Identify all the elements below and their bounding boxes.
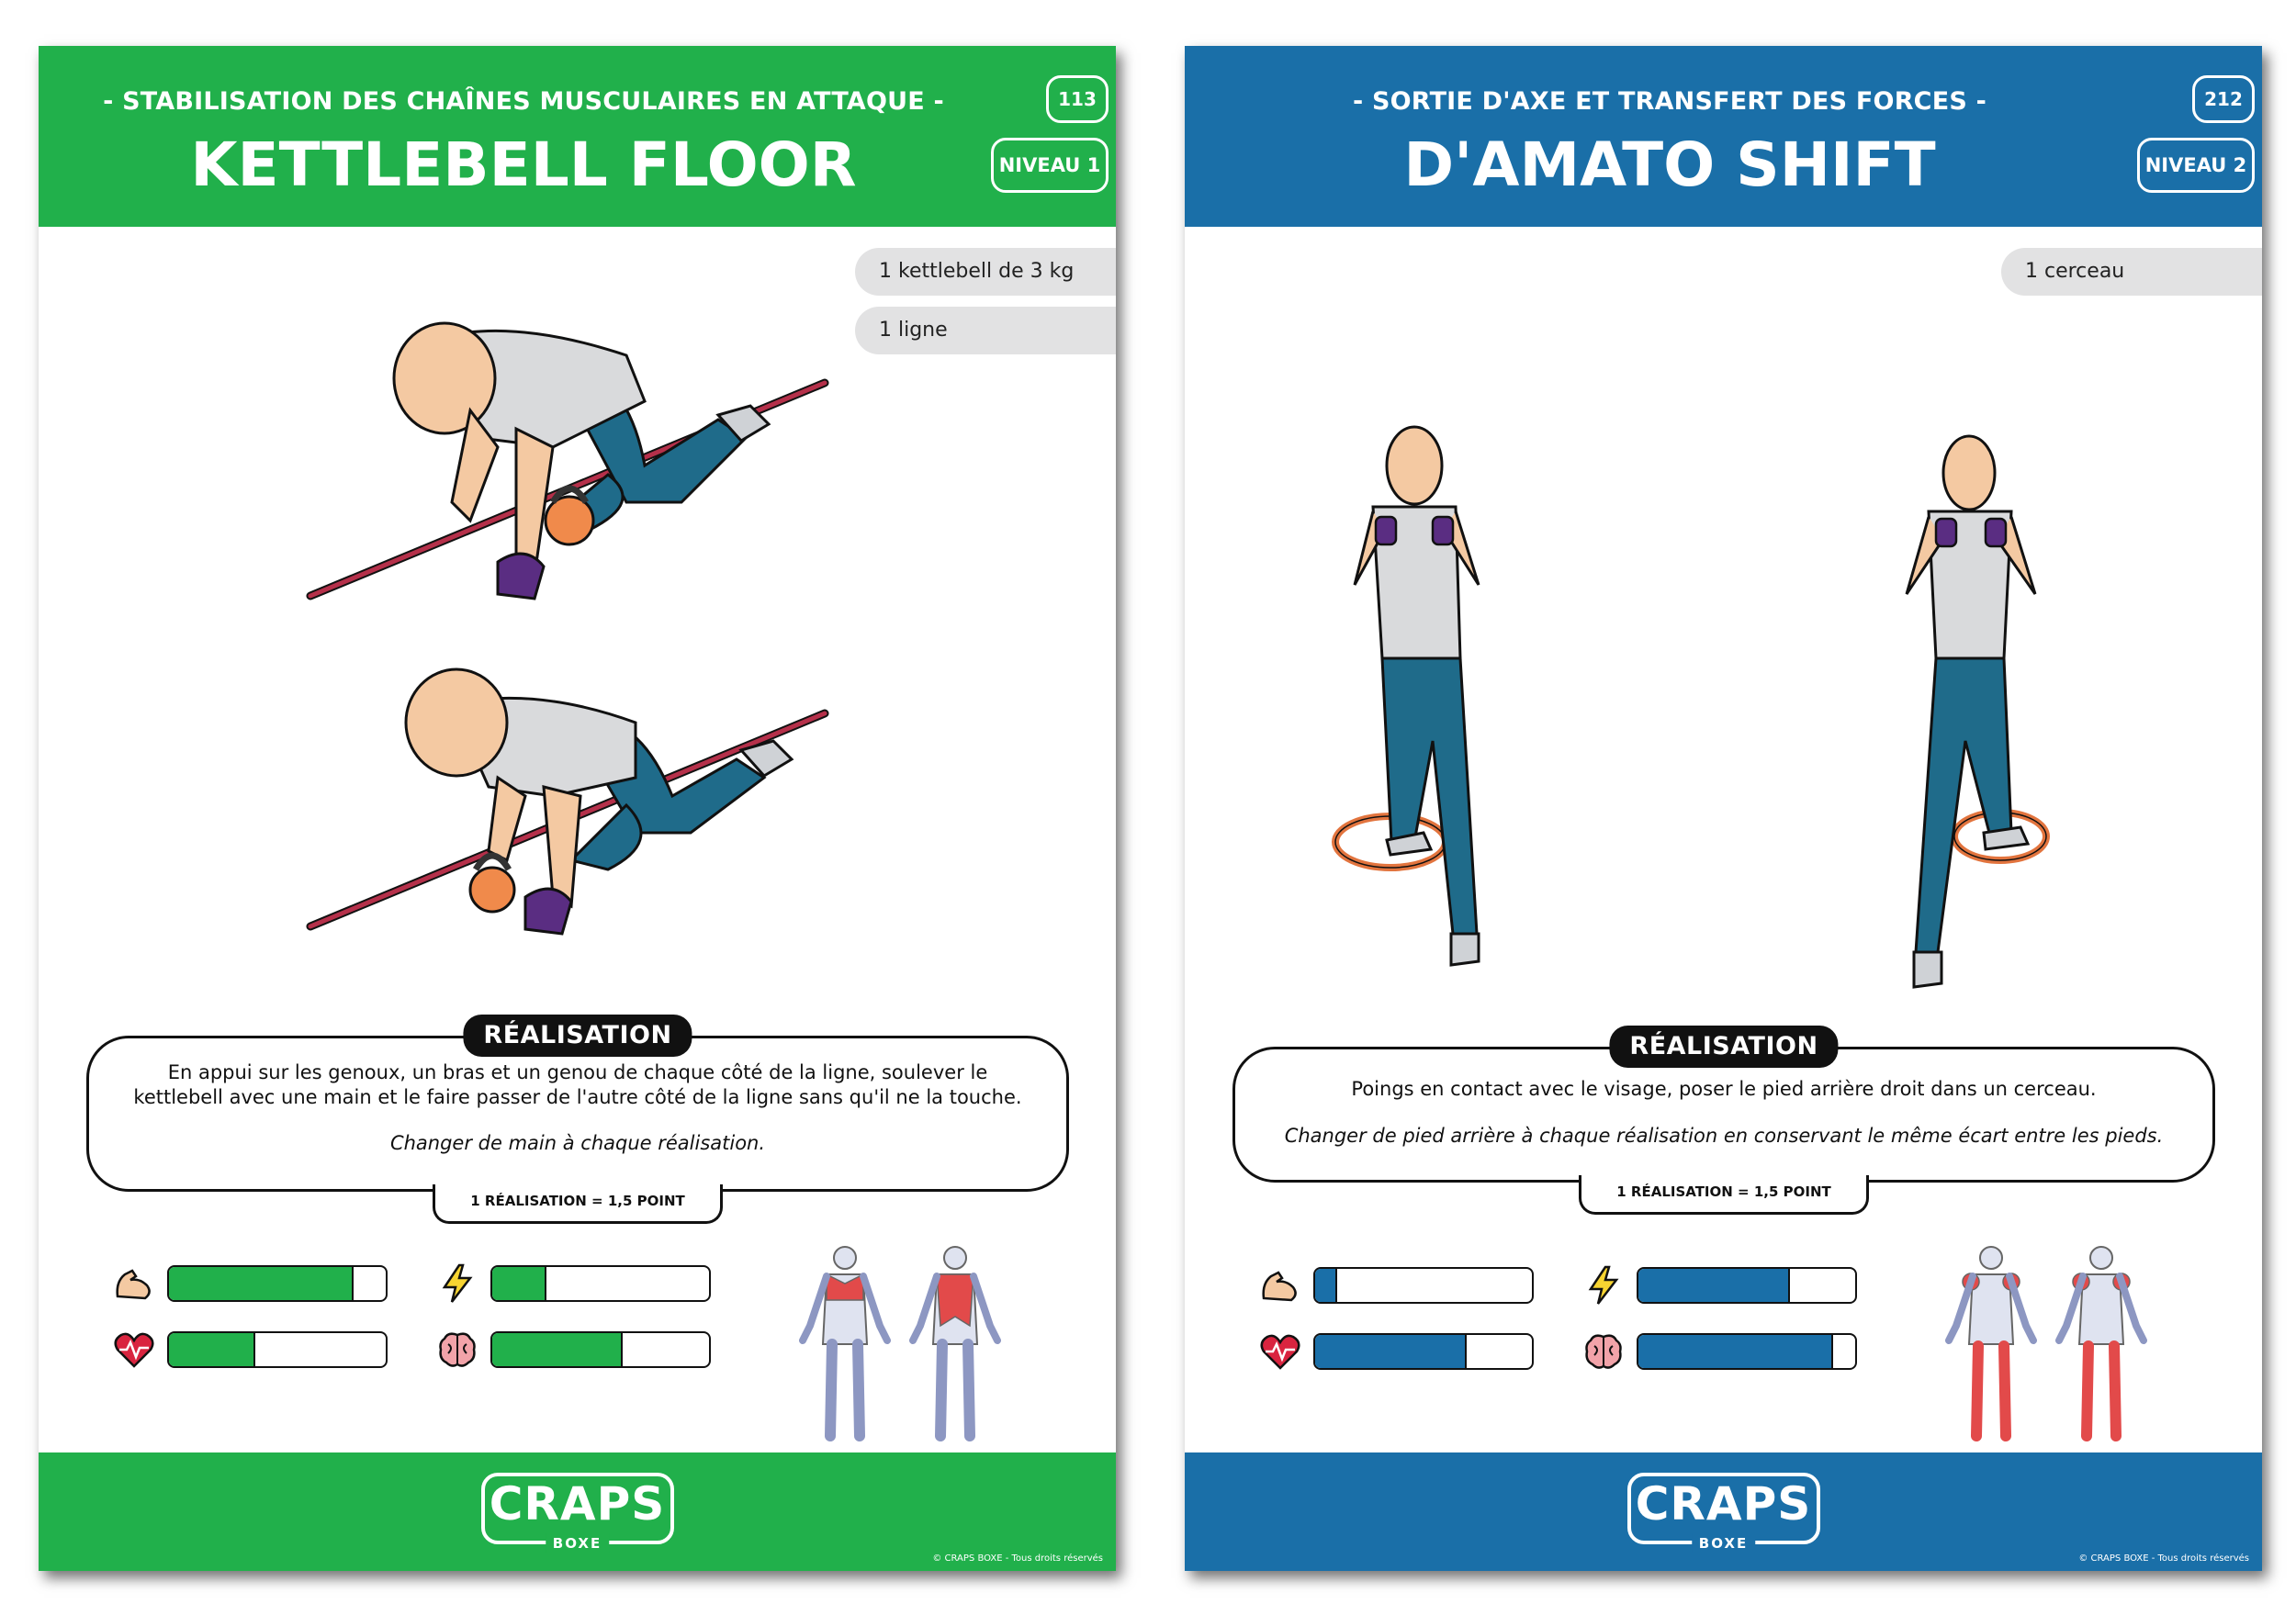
flexed-arm-icon: [112, 1262, 156, 1306]
copyright-notice: © CRAPS BOXE - Tous droits réservés: [932, 1553, 1103, 1564]
card-header: [39, 46, 1116, 227]
muscle-anatomy-diagram: [790, 1243, 1010, 1445]
exercise-card-damato-shift: [1185, 46, 2262, 1571]
anatomy-front: [803, 1247, 887, 1436]
card-subtitle: - SORTIE D'AXE ET TRANSFERT DES FORCES -: [1352, 87, 1986, 116]
realisation-description: Poings en contact avec le visage, poser le pied arrière droit dans un cerceau.: [1351, 1078, 2097, 1100]
power-bar-fill: [492, 1267, 546, 1300]
boxer-figure-left: [1335, 427, 1479, 965]
athlete-figure-top: [310, 323, 825, 599]
card-number-badge: 113: [1046, 75, 1109, 123]
strength-bar: [167, 1265, 388, 1302]
realisation-label: RÉALISATION: [1609, 1026, 1838, 1068]
cardio-bar-fill: [1315, 1335, 1467, 1368]
realisation-panel: [86, 1021, 1069, 1209]
power-bar-fill: [1638, 1269, 1790, 1302]
muscle-anatomy-diagram: [1936, 1243, 2156, 1445]
realisation-label: RÉALISATION: [463, 1015, 692, 1057]
flexed-arm-icon: [1258, 1263, 1302, 1307]
cardio-bar: [1313, 1333, 1534, 1370]
cardio-bar: [167, 1331, 388, 1368]
exercise-illustration: [39, 227, 1116, 1026]
level-badge: NIVEAU 2: [2137, 138, 2255, 193]
exercise-illustration: [1185, 227, 2262, 1026]
realisation-tip: Changer de main à chaque réalisation.: [389, 1132, 766, 1154]
realisation-description: En appui sur les genoux, un bras et un genou de chaque côté de la ligne, soulever le kettlebell avec une main et le faire passer de l'autre côté de la ligne sans qu'il ne la touche.: [133, 1061, 1022, 1108]
cardio-bar-fill: [169, 1333, 255, 1366]
power-bar: [490, 1265, 711, 1302]
mental-bar: [1637, 1333, 1857, 1370]
heart-rate-icon: [112, 1328, 156, 1372]
craps-boxe-logo: CRAPS BOXE: [481, 1473, 674, 1544]
copyright-notice: © CRAPS BOXE - Tous droits réservés: [2078, 1553, 2249, 1564]
realisation-panel: [1232, 1032, 2215, 1200]
card-number-badge: 212: [2192, 75, 2255, 123]
strength-bar-fill: [169, 1267, 354, 1300]
power-bar: [1637, 1267, 1857, 1304]
lightning-icon: [435, 1262, 479, 1306]
anatomy-front: [1949, 1247, 2033, 1436]
brain-icon: [1581, 1329, 1626, 1374]
card-subtitle: - STABILISATION DES CHAÎNES MUSCULAIRES EN ATTAQUE -: [103, 87, 944, 116]
card-title: KETTLEBELL FLOOR: [190, 129, 857, 200]
realisation-tip: Changer de pied arrière à chaque réalisation en conservant le même écart entre les pieds.: [1284, 1125, 2164, 1147]
strength-bar: [1313, 1267, 1534, 1304]
equipment-item: 1 ligne: [855, 307, 1116, 354]
equipment-item: 1 kettlebell de 3 kg: [855, 248, 1116, 296]
heart-rate-icon: [1258, 1329, 1302, 1374]
craps-boxe-logo: CRAPS BOXE: [1627, 1473, 1820, 1544]
anatomy-back: [913, 1247, 997, 1436]
mental-bar-fill: [1638, 1335, 1833, 1368]
strength-bar-fill: [1315, 1269, 1337, 1302]
mental-bar: [490, 1331, 711, 1368]
boxer-figure-right: [1907, 436, 2046, 987]
exercise-card-kettlebell-floor: [39, 46, 1116, 1571]
card-header: [1185, 46, 2262, 227]
anatomy-back: [2059, 1247, 2144, 1436]
card-footer: [39, 1452, 1116, 1571]
points-label: 1 RÉALISATION = 1,5 POINT: [433, 1184, 723, 1224]
mental-bar-fill: [492, 1333, 623, 1366]
lightning-icon: [1581, 1263, 1626, 1307]
card-footer: [1185, 1452, 2262, 1571]
level-badge: NIVEAU 1: [991, 138, 1109, 193]
equipment-item: 1 cerceau: [2001, 248, 2262, 296]
card-title: D'AMATO SHIFT: [1403, 129, 1936, 200]
athlete-figure-bottom: [310, 669, 825, 934]
brain-icon: [435, 1328, 479, 1372]
points-label: 1 RÉALISATION = 1,5 POINT: [1579, 1175, 1869, 1215]
